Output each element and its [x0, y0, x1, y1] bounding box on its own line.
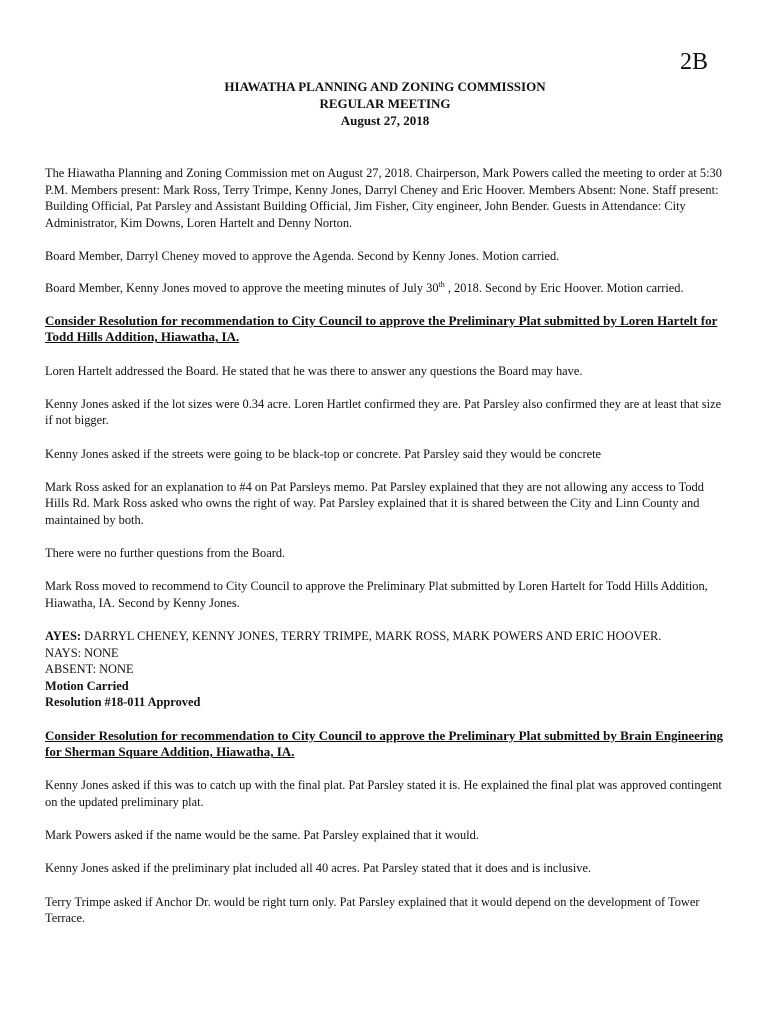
section1-paragraph-5: There were no further questions from the Board. [45, 546, 286, 561]
section2-paragraph-1: Kenny Jones asked if this was to catch up with the final plat. Pat Parsley stated it is. He explained the final plat was approved contingent on the updated preliminary plat. [45, 778, 722, 809]
section1-paragraph-3: Kenny Jones asked if the streets were going to be black-top or concrete. Pat Parsley said they would be concrete [45, 446, 602, 461]
section2-paragraph-4: Terry Trimpe asked if Anchor Dr. would be right turn only. Pat Parsley explained that it would depend on the development of Tower Terrace. [45, 894, 700, 926]
ayes-names: DARRYL CHENEY, KENNY JONES, TERRY TRIMPE, MARK ROSS, MARK POWERS AND ERIC HOOVER. [81, 629, 662, 644]
ordinal-suffix: th [438, 279, 445, 289]
minutes-approval-text-start: Board Member, Kenny Jones moved to approve the meeting minutes of July 30 [45, 280, 439, 295]
vote-results [45, 628, 725, 711]
minutes-approval-text-end: , 2018. Second by Eric Hoover. Motion carried. [444, 280, 684, 295]
resolution-line: Resolution #18-011 Approved [45, 695, 201, 710]
header-meeting-date: August 27, 2018 [340, 113, 430, 128]
section-heading-todd-hills: Consider Resolution for recommendation to City Council to approve the Preliminary Plat submitted by Loren Hartelt for Todd Hills Addition, Hiawatha, IA. [45, 312, 718, 345]
ayes-label: AYES: [45, 629, 82, 644]
ayes-line [45, 628, 725, 645]
motion-carried-line: Motion Carried [45, 678, 129, 693]
section1-paragraph-2: Kenny Jones asked if the lot sizes were 0.34 acre. Loren Hartlet confirmed they are. Pat Parsley also confirmed they are at least that size if not bigger. [45, 396, 722, 428]
section-heading-sherman-square: Consider Resolution for recommendation to City Council to approve the Preliminary Plat submitted by Brain Engineering for Sherman Square Addition, Hiawatha, IA. [45, 727, 724, 760]
opening-paragraph: The Hiawatha Planning and Zoning Commission met on August 27, 2018. Chairperson, Mark Powers called the meeting to order at 5:30 P.M. Members present: Mark Ross, Terry Trimpe, Kenny Jones, Darryl Cheney and Eric Hoover. Members Absent: None. Staff present: Building Official, Pat Parsley and Assistant Building Official, Jim Fisher, City engineer, John Bender. Guests in Attendance: City Administrator, Kim Downs, Loren Hartelt and Denny Norton. [45, 166, 722, 230]
section2-paragraph-3: Kenny Jones asked if the preliminary plat included all 40 acres. Pat Parsley stated that it does and is inclusive. [45, 861, 592, 876]
absent-line: ABSENT: NONE [45, 662, 134, 677]
document-header [0, 78, 770, 129]
minutes-approval-paragraph [45, 280, 725, 297]
agenda-motion-paragraph: Board Member, Darryl Cheney moved to approve the Agenda. Second by Kenny Jones. Motion carried. [45, 248, 560, 263]
section1-paragraph-4: Mark Ross asked for an explanation to #4 on Pat Parsleys memo. Pat Parsley explained that they are not allowing any access to Todd Hills Rd. Mark Ross asked who owns the right of way. Pat Parsley explained that it is shared between the City and Linn County and maintained by both. [45, 479, 704, 527]
page-number: 2B [679, 49, 708, 75]
header-meeting-type: REGULAR MEETING [319, 96, 451, 111]
section1-paragraph-1: Loren Hartelt addressed the Board. He stated that he was there to answer any questions the Board may have. [45, 363, 583, 378]
section2-paragraph-2: Mark Powers asked if the name would be the same. Pat Parsley explained that it would. [45, 828, 479, 843]
section1-paragraph-6: Mark Ross moved to recommend to City Council to approve the Preliminary Plat submitted by Loren Hartelt for Todd Hills Addition, Hiawatha, IA. Second by Kenny Jones. [45, 579, 708, 610]
nays-line: NAYS: NONE [45, 645, 119, 660]
header-commission-name: HIAWATHA PLANNING AND ZONING COMMISSION [224, 79, 546, 94]
minutes-body [45, 165, 725, 927]
